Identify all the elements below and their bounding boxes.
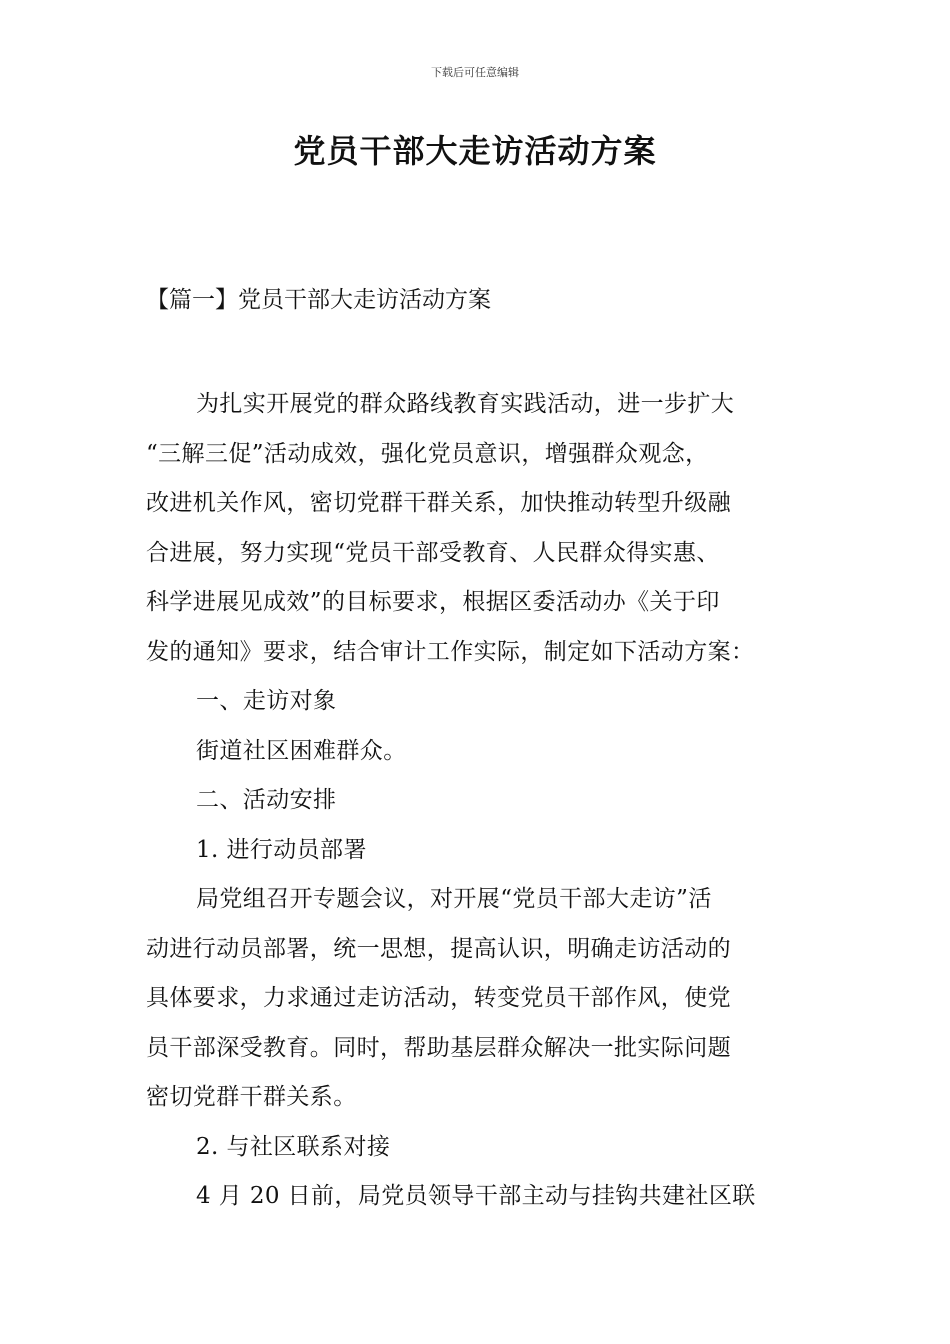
document-title: 党员干部大走访活动方案: [293, 132, 657, 170]
paragraph-line: 合进展，努力实现“党员干部受教育、人民群众得实惠、: [146, 539, 720, 566]
paragraph-line: 改进机关作风，密切党群干群关系，加快推动转型升级融: [146, 490, 731, 516]
paragraph-line: 街道社区困难群众。: [196, 737, 407, 764]
body-text: [146, 380, 808, 1222]
heading-line: 二、活动安排: [196, 787, 337, 813]
header-note: 下载后可任意编辑: [431, 66, 519, 79]
paragraph-line: “三解三促”活动成效，强化党员意识，增强群众观念，: [146, 440, 709, 467]
paragraph-line: 为扎实开展党的群众路线教育实践活动，进一步扩大: [196, 391, 735, 417]
heading-line: 一、走访对象: [196, 688, 337, 714]
paragraph-line: 动进行动员部署，统一思想，提高认识，明确走访活动的: [146, 935, 731, 962]
paragraph-line: 密切党群干群关系。: [146, 1084, 357, 1110]
paragraph-line: 发的通知》要求，结合审计工作实际，制定如下活动方案：: [146, 638, 755, 665]
paragraph-line: 局党组召开专题会议，对开展“党员干部大走访”活: [196, 886, 712, 912]
subheading-line: 2. 与社区联系对接: [196, 1133, 391, 1160]
subheading-line: 1. 进行动员部署: [196, 836, 367, 863]
paragraph-line: 具体要求，力求通过走访活动，转变党员干部作风，使党: [146, 985, 731, 1011]
section-heading: 【篇一】党员干部大走访活动方案: [146, 287, 491, 313]
paragraph-line: 科学进展见成效”的目标要求，根据区委活动办《关于印: [146, 589, 720, 615]
paragraph-line: 4 月 20 日前，局党员领导干部主动与挂钩共建社区联: [196, 1183, 756, 1209]
paragraph-line: 员干部深受教育。同时，帮助基层群众解决一批实际问题: [146, 1034, 731, 1061]
